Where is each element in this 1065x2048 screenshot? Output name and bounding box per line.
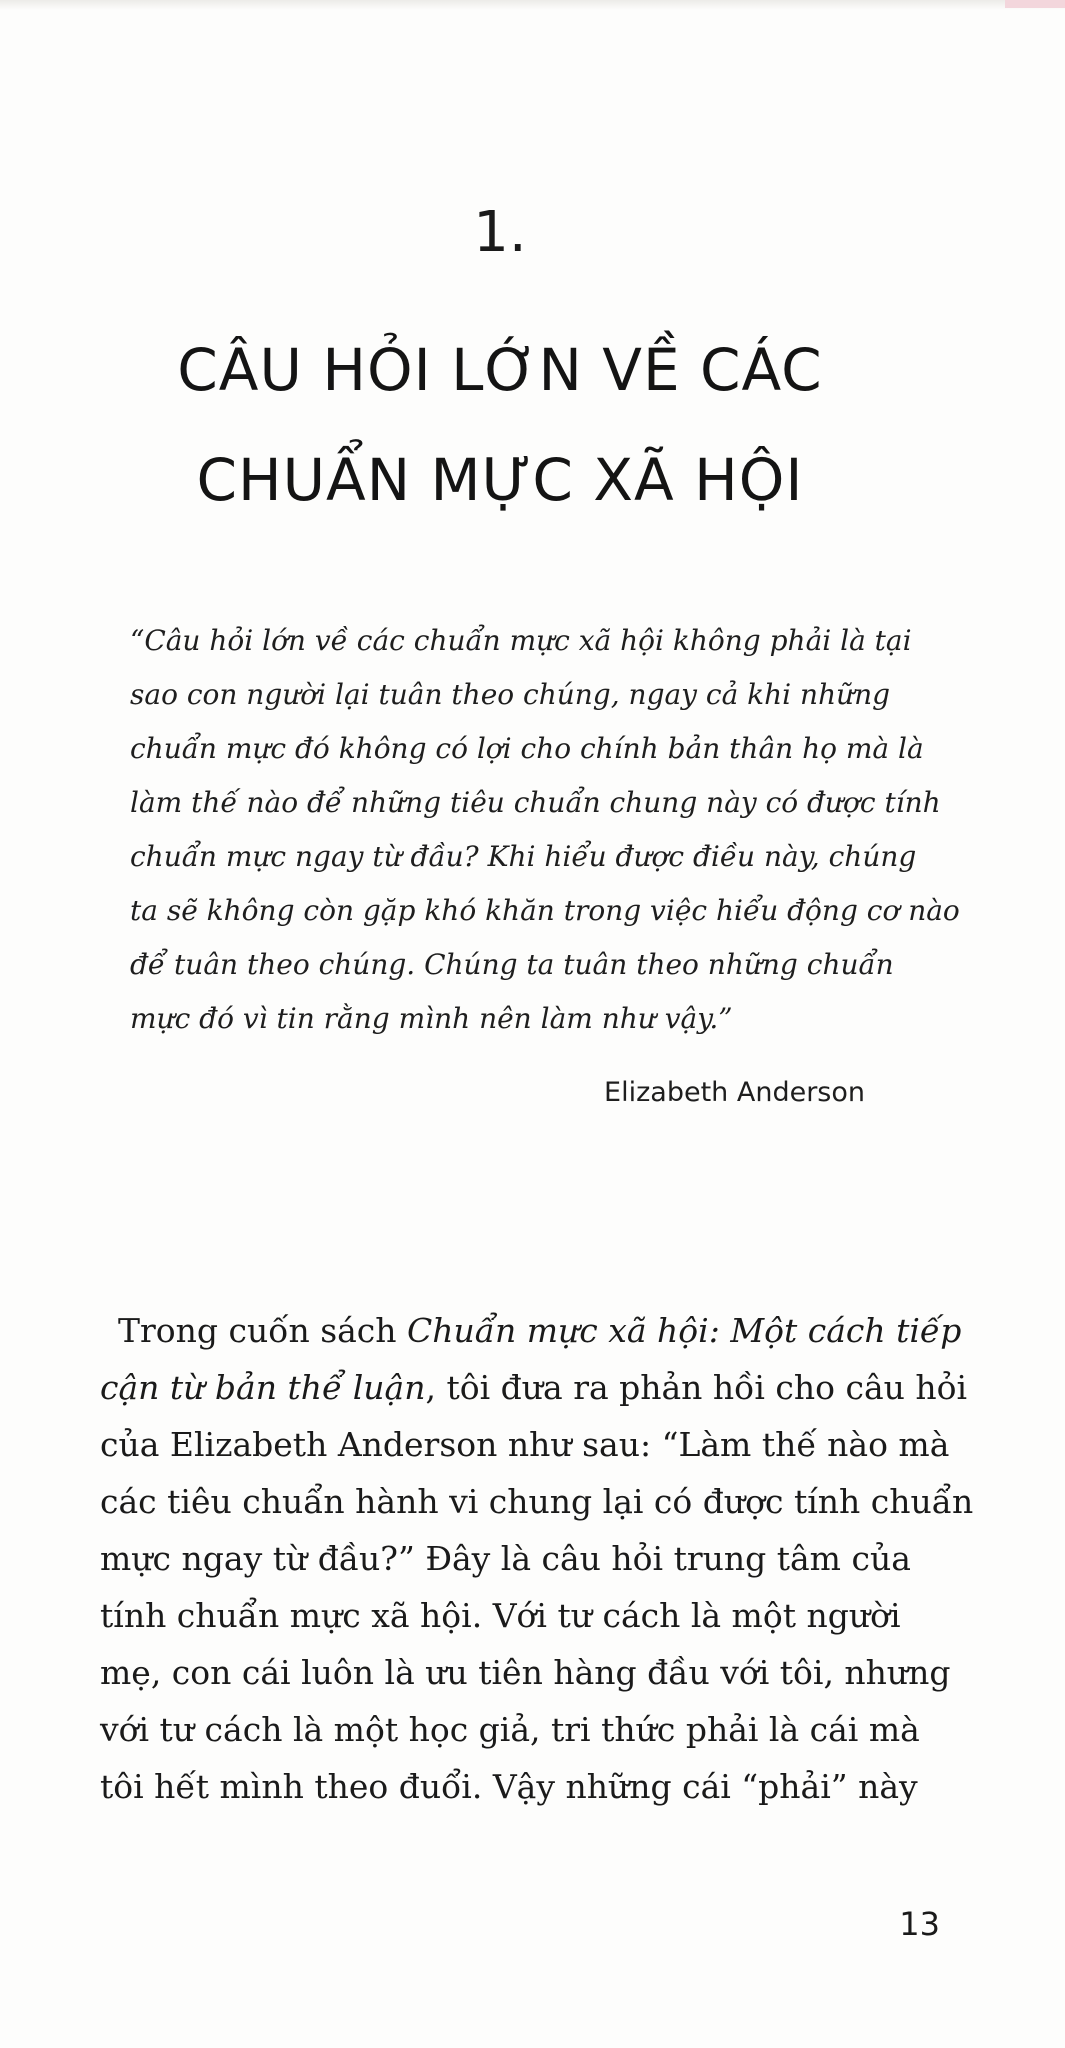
epigraph-attribution: Elizabeth Anderson [604,1077,865,1108]
chapter-title [120,315,880,535]
epigraph-line: chuẩn mực đó không có lợi cho chính bản thân họ mà là [130,732,924,765]
page-number: 13 [899,1905,940,1943]
body-line: với tư cách là một học giả, tri thức phải là cái mà [100,1710,920,1749]
body-text-run: Trong cuốn sách [118,1311,408,1350]
epigraph-line: chuẩn mực ngay từ đầu? Khi hiểu được điều này, chúng [130,840,917,873]
body-line: mực ngay từ đầu?” Đây là câu hỏi trung tâm của [100,1539,911,1578]
epigraph-line: để tuân theo chúng. Chúng ta tuân theo những chuẩn [130,948,894,981]
epigraph-line: sao con người lại tuân theo chúng, ngay cả khi những [130,678,891,711]
book-title: cận từ bản thể luận [100,1368,426,1407]
body-line [100,1302,962,1359]
epigraph-line: ta sẽ không còn gặp khó khăn trong việc hiểu động cơ nào [130,894,960,927]
chapter-title-line: CÂU HỎI LỚN VỀ CÁC [177,336,823,404]
epigraph-line: mực đó vì tin rằng mình nên làm như vậy.” [130,1002,733,1035]
body-line [100,1359,968,1416]
body-text-run: , tôi đưa ra phản hồi cho câu hỏi [425,1368,968,1407]
chapter-number: 1. [473,200,527,265]
epigraph-quote [130,614,960,1046]
epigraph-line: làm thế nào để những tiêu chuẩn chung này có được tính [130,786,941,819]
body-line: của Elizabeth Anderson như sau: “Làm thế nào mà [100,1425,950,1464]
page-corner-mark [1005,0,1065,8]
body-line: tính chuẩn mực xã hội. Với tư cách là một người [100,1596,901,1635]
epigraph-line: “Câu hỏi lớn về các chuẩn mực xã hội không phải là tại [130,624,912,657]
body-line: mẹ, con cái luôn là ưu tiên hàng đầu với tôi, nhưng [100,1653,951,1692]
book-title: Chuẩn mực xã hội: Một cách tiếp [407,1311,962,1350]
body-line: tôi hết mình theo đuổi. Vậy những cái “phải” này [100,1767,918,1806]
body-line: các tiêu chuẩn hành vi chung lại có được tính chuẩn [100,1482,974,1521]
page-top-edge [0,0,1065,10]
chapter-title-line: CHUẨN MỰC XÃ HỘI [196,446,804,514]
body-paragraph [100,1302,974,1815]
